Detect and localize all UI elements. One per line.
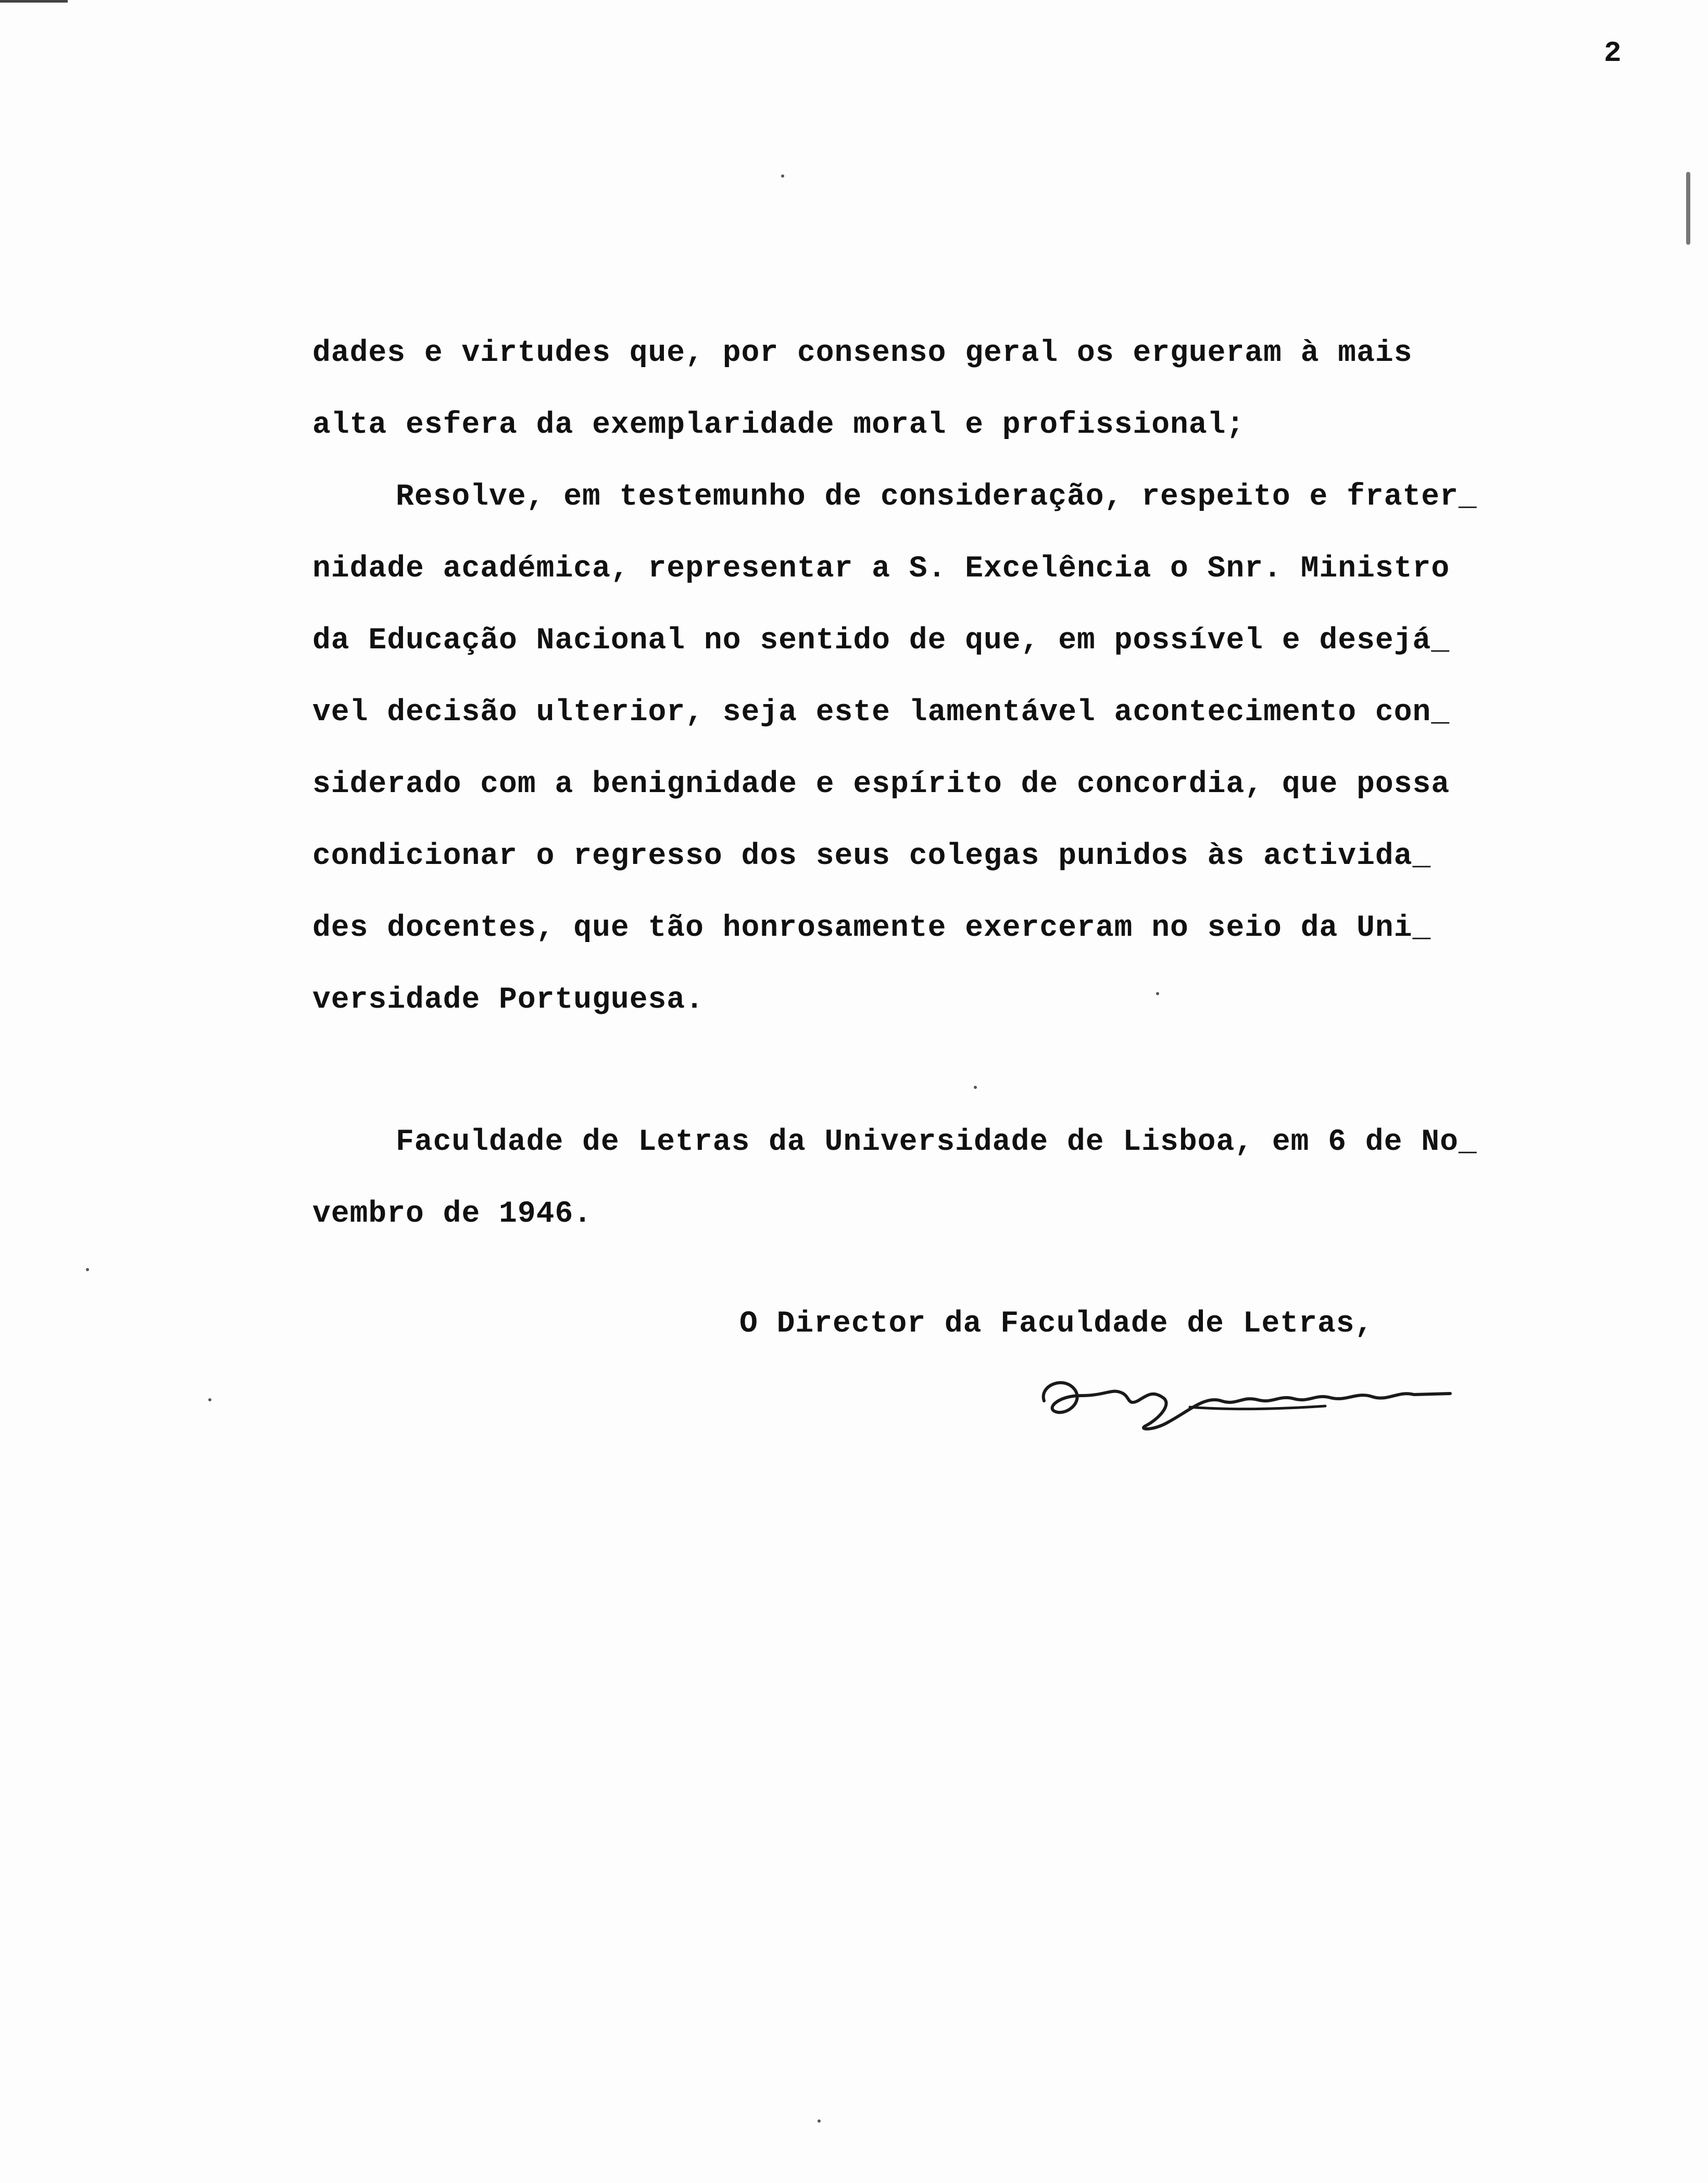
- text-line: vel decisão ulterior, seja este lamentável acontecimento con_: [312, 696, 1450, 730]
- text-line: vembro de 1946.: [312, 1197, 593, 1231]
- scan-speck: [781, 174, 784, 178]
- page-number: 2: [1604, 36, 1622, 70]
- text-line: dades e virtudes que, por consenso geral os ergueram à mais: [312, 336, 1413, 370]
- text-line: condicionar o regresso dos seus colegas punidos às activida_: [312, 839, 1431, 873]
- text-line: alta esfera da exemplaridade moral e profissional;: [312, 408, 1245, 442]
- text-line: nidade académica, representar a S. Excelência o Snr. Ministro: [312, 552, 1450, 586]
- signature-title: O Director da Faculdade de Letras,: [739, 1307, 1374, 1341]
- text-line: versidade Portuguesa.: [312, 983, 704, 1017]
- paragraph-2: [312, 461, 1604, 1036]
- text-line: da Educação Nacional no sentido de que, em possível e desejá_: [312, 624, 1450, 658]
- paragraph-gap: [312, 1036, 1604, 1107]
- dateline: [312, 1107, 1604, 1250]
- letter-body: [312, 318, 1604, 1250]
- text-line: des docentes, que tão honrosamente exerceram no seio da Uni_: [312, 911, 1431, 945]
- text-line: siderado com a benignidade e espírito de concordia, que possa: [312, 768, 1450, 801]
- scan-speck: [86, 1268, 89, 1271]
- scan-speck: [1156, 992, 1159, 995]
- scan-speck: [974, 1086, 977, 1089]
- scan-speck: [208, 1398, 211, 1401]
- paragraph-1: [312, 318, 1604, 461]
- text-line: Faculdade de Letras da Universidade de Lisboa, em 6 de No_: [396, 1125, 1477, 1159]
- handwritten-signature: [1034, 1364, 1461, 1437]
- scan-speck: [818, 2119, 821, 2123]
- scan-corner-mark: [0, 0, 68, 3]
- scan-edge-mark: [1686, 172, 1690, 245]
- text-line: Resolve, em testemunho de consideração, respeito e frater_: [396, 480, 1477, 514]
